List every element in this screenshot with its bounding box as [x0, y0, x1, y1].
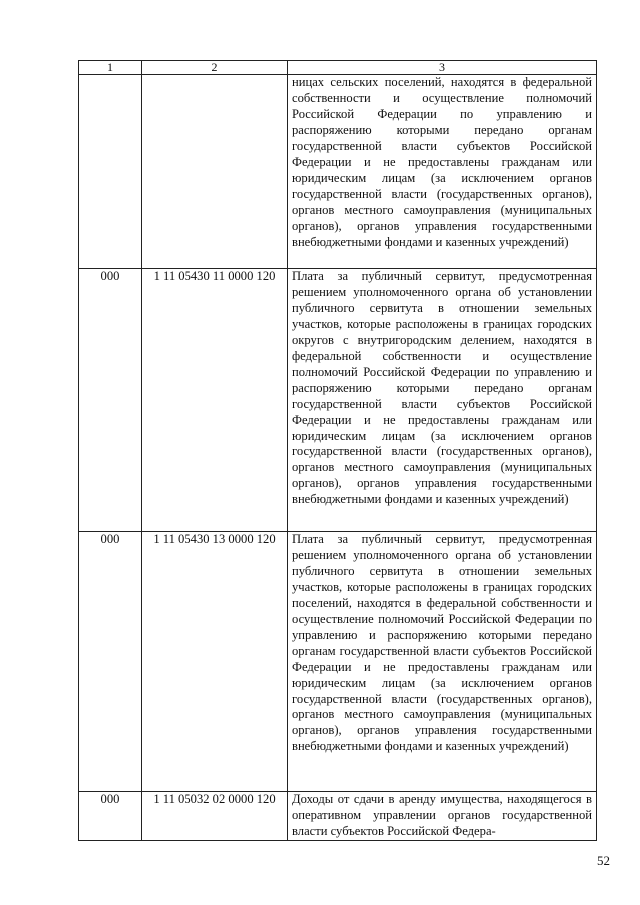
table-row	[79, 792, 597, 841]
table-row	[79, 75, 597, 269]
row-description: Плата за публичный сервитут, предусмотренная решением уполномоченного органа об установлении публичного сервитута в отношении земельных участков, которые расположены в границах городских поселений, находятся в федеральной собственности и осуществление полномочий Российской Федерации по управлению и распоряжению которыми передано органам государственной власти субъектов Российской Федерации и не предоставлены гражданам или юридическим лицам (за исключением органов государственной власти (государственных органов), органов местного самоуправления (муниципальных органов), органов управления государственными внебюджетными фондами и казенных учреждений)	[288, 532, 597, 792]
header-col-2: 2	[142, 61, 288, 75]
revenue-codes-table	[78, 60, 597, 841]
row-admin-code: 000	[79, 532, 142, 792]
row-budget-code: 1 11 05430 13 0000 120	[142, 532, 288, 792]
row-budget-code: 1 11 05430 11 0000 120	[142, 269, 288, 532]
table-row	[79, 532, 597, 792]
row-admin-code: 000	[79, 792, 142, 841]
row-description: Доходы от сдачи в аренду имущества, находящегося в оперативном управлении органов государственной власти субъектов Российской Федера-	[288, 792, 597, 841]
table-row	[79, 269, 597, 532]
header-col-1: 1	[79, 61, 142, 75]
row-budget-code	[142, 75, 288, 269]
header-col-3: 3	[288, 61, 597, 75]
row-budget-code: 1 11 05032 02 0000 120	[142, 792, 288, 841]
row-description: ницах сельских поселений, находятся в федеральной собственности и осуществление полномочий Российской Федерации по управлению и распоряжению которыми передано органам государственной власти субъектов Российской Федерации и не предоставлены гражданам или юридическим лицам (за исключением органов государственной власти (государственных органов), органов местного самоуправления (муниципальных органов), органов управления государственными внебюджетными фондами и казенных учреждений)	[288, 75, 597, 269]
header-row	[79, 61, 597, 75]
row-admin-code	[79, 75, 142, 269]
row-description: Плата за публичный сервитут, предусмотренная решением уполномоченного органа об установлении публичного сервитута в отношении земельных участков, которые расположены в границах городских округов с внутригородским делением, находятся в федеральной собственности и осуществление полномочий Российской Федерации по управлению и распоряжению которыми передано органам государственной власти субъектов Российской Федерации и не предоставлены гражданам или юридическим лицам (за исключением органов государственной власти (государственных органов), органов местного самоуправления (муниципальных органов), органов управления государственными внебюджетными фондами и казенных учреждений)	[288, 269, 597, 532]
row-admin-code: 000	[79, 269, 142, 532]
page-number: 52	[597, 853, 610, 868]
